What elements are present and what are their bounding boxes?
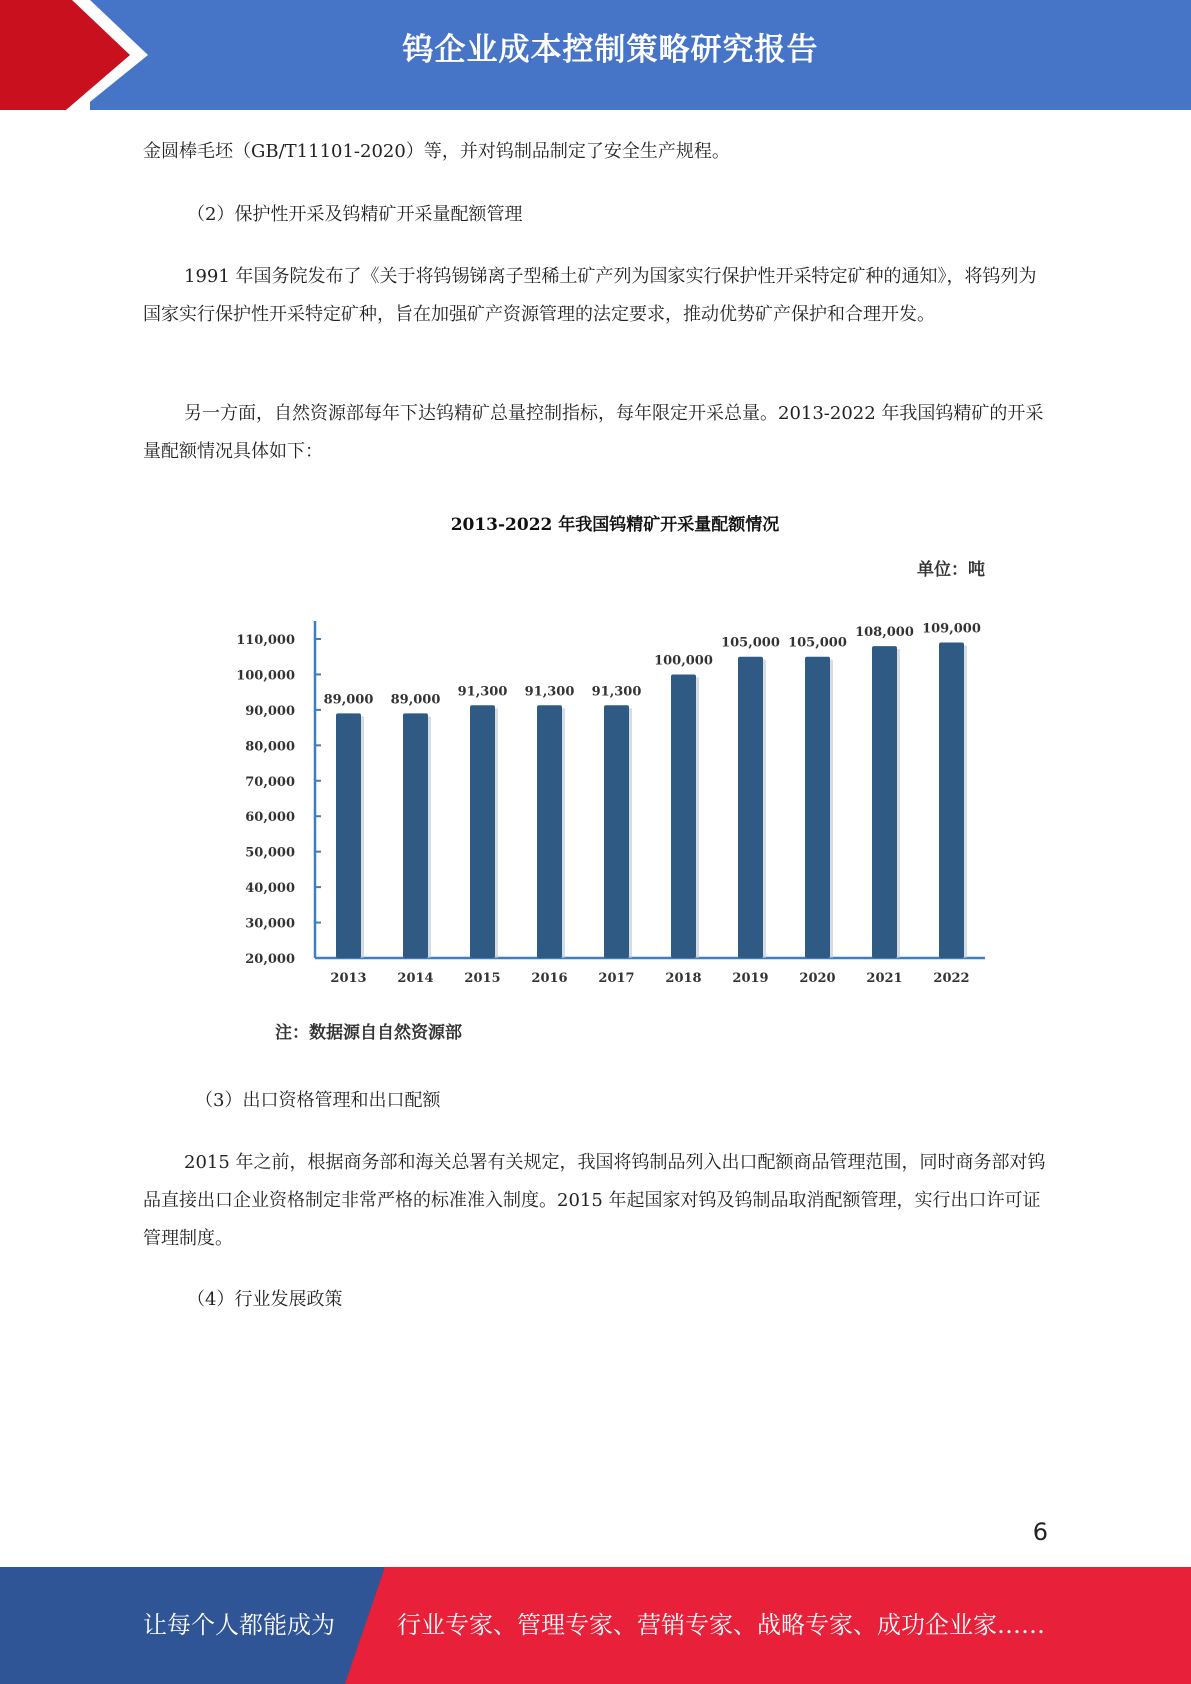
x-tick-label: 2016 [531, 971, 568, 986]
y-tick-label: 20,000 [245, 952, 295, 967]
y-tick-label: 110,000 [236, 633, 295, 648]
bar-2014 [403, 713, 428, 958]
body-para-3-wrap [143, 395, 1048, 471]
paragraph-3: 另一方面，自然资源部每年下达钨精矿总量控制指标，每年限定开采总量。2013-2022 年我国钨精矿的开采量配额情况具体如下： [143, 403, 1044, 462]
footer-slogan-right: 行业专家、管理专家、营销专家、战略专家、成功企业家…… [397, 1611, 1045, 1639]
y-tick-label: 100,000 [236, 668, 295, 684]
document-title: 钨企业成本控制策略研究报告 [402, 32, 819, 68]
body-heading-4-wrap [143, 1281, 1048, 1319]
section-heading-2: （2）保护性开采及钨精矿开采量配额管理 [187, 204, 523, 225]
data-label: 89,000 [390, 692, 441, 708]
data-label: 89,000 [323, 692, 374, 708]
data-label: 91,300 [524, 684, 575, 700]
body-para-4-wrap [143, 1144, 1048, 1258]
y-tick-label: 40,000 [245, 881, 295, 897]
x-tick-label: 2019 [732, 971, 769, 986]
x-tick-label: 2021 [866, 971, 903, 986]
y-tick-label: 70,000 [245, 774, 295, 790]
body-heading-2-wrap [143, 196, 1048, 234]
x-tick-label: 2014 [397, 971, 434, 986]
y-tick-label: 50,000 [245, 845, 295, 861]
bar-2017 [604, 705, 629, 958]
x-tick-label: 2013 [330, 971, 367, 986]
body-section-top [143, 133, 1048, 171]
bar-2016 [537, 705, 562, 958]
bar-2019 [738, 657, 763, 958]
paragraph-2: 1991 年国务院发布了《关于将钨锡锑离子型稀土矿产列为国家实行保护性开采特定矿种的通知》，将钨列为国家实行保护性开采特定矿种，旨在加强矿产资源管理的法定要求，推动优势矿产保护和合理开发。 [143, 266, 1037, 325]
chart-plot-area [215, 500, 1015, 1010]
body-para-2-wrap [143, 258, 1048, 334]
section-heading-4: （4）行业发展政策 [187, 1289, 343, 1310]
page-footer [0, 1567, 1191, 1684]
chart-title: 2013-2022 年我国钨精矿开采量配额情况 [450, 515, 780, 535]
paragraph-1: 金圆棒毛坯（GB/T11101-2020）等，并对钨制品制定了安全生产规程。 [143, 141, 730, 162]
footer-slogan-left: 让每个人都能成为 [143, 1611, 335, 1639]
bar-2015 [470, 705, 495, 958]
quota-bar-chart [215, 500, 1015, 1060]
page-number: 6 [1032, 1518, 1048, 1546]
body-heading-3-wrap [143, 1082, 1048, 1120]
bar-2021 [872, 646, 897, 958]
data-label: 91,300 [457, 684, 508, 700]
page-header [0, 0, 1191, 110]
data-label: 100,000 [654, 653, 713, 669]
x-tick-label: 2022 [933, 971, 970, 986]
data-label: 105,000 [721, 635, 780, 651]
x-tick-label: 2020 [799, 971, 836, 986]
chart-unit-label: 单位：吨 [917, 560, 985, 580]
y-tick-label: 90,000 [245, 703, 295, 719]
paragraph-4: 2015 年之前，根据商务部和海关总署有关规定，我国将钨制品列入出口配额商品管理范围，同时商务部对钨品直接出口企业资格制定非常严格的标准准入制度。2015 年起国家对钨及钨制品取消配额管理，实行出口许可证管理制度。 [143, 1152, 1046, 1249]
bar-2022 [939, 643, 964, 958]
bar-2020 [805, 657, 830, 958]
data-label: 105,000 [788, 635, 847, 651]
bar-2018 [671, 674, 696, 958]
y-tick-label: 80,000 [245, 739, 295, 755]
chart-source-note: 注：数据源自自然资源部 [275, 1023, 462, 1043]
x-tick-label: 2018 [665, 971, 702, 986]
x-tick-label: 2015 [464, 971, 501, 986]
y-tick-label: 60,000 [245, 810, 295, 826]
section-heading-3: （3）出口资格管理和出口配额 [195, 1090, 441, 1111]
x-tick-label: 2017 [598, 971, 635, 986]
data-label: 91,300 [591, 684, 642, 700]
data-label: 109,000 [922, 621, 981, 637]
bar-2013 [336, 713, 361, 958]
y-tick-label: 30,000 [245, 916, 295, 932]
data-label: 108,000 [855, 625, 914, 641]
